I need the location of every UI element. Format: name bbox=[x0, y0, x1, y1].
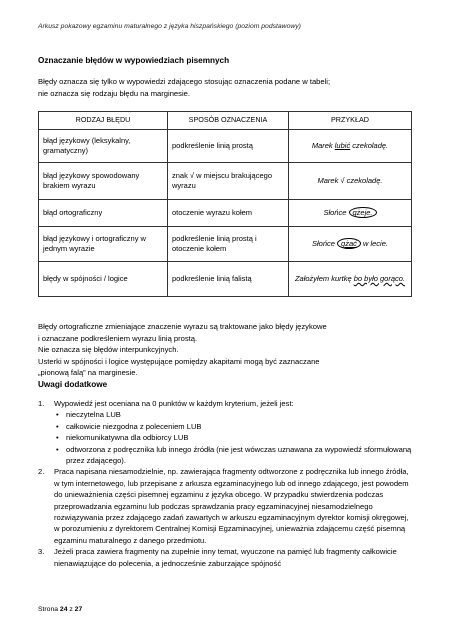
list-item-text: Praca napisana niesamodzielnie, np. zawierająca fragmenty odtworzone z podręcznika lub innego źródła, w tym internetowego, lub przepisane z arkusza egzaminacyjnego lub od innego zdającego, jest powodem do unieważnienia części pisemnej egzaminu z języka obcego. W przypadku stwierdzenia podczas przeprowadzania egzaminu lub podczas sprawdzania pracy egzaminacyjnej niesamodzielnego rozwiązywania przez zdającego zadań zawartych w arkuszu egzaminacyjnym dyrektor komisji okręgowej, w porozumieniu z dyrektorem Centralnej Komisji Egzaminacyjnej, unieważnia zdającemu część pisemną egzaminu maturalnego z danego przedmiotu. bbox=[54, 467, 409, 545]
footer-mid: z bbox=[67, 606, 75, 613]
error-type-cell: błąd językowy (leksykalny, gramatyczny) bbox=[39, 130, 168, 163]
marking-method-cell: podkreślenie linią prostą bbox=[168, 130, 289, 163]
list-item-text: Jeżeli praca zawiera fragmenty na zupełnie inny temat, wyuczone na pamięć lub fragmenty całkowicie nienawiązujące do polecenia, a jednocześnie zaburzające spójność bbox=[54, 547, 397, 568]
bullet-item: • całkowicie niezgodna z poleceniem LUB bbox=[54, 421, 416, 432]
error-type-cell: błąd językowy i ortograficzny w jednym wyrazie bbox=[39, 227, 168, 262]
list-item bbox=[38, 466, 416, 546]
table-row bbox=[39, 262, 412, 297]
header-example: PRZYKŁAD bbox=[289, 112, 412, 130]
note-line: „pionową falą” na marginesie. bbox=[38, 368, 138, 377]
footer-prefix: Strona bbox=[38, 606, 60, 613]
table-row bbox=[39, 163, 412, 200]
list-item bbox=[38, 546, 416, 569]
example-text: Słońce bbox=[312, 238, 338, 248]
example-cell bbox=[289, 262, 412, 297]
note-line: i oznaczane podkreśleniem wyrazu linią prostą. bbox=[38, 333, 198, 343]
table-row bbox=[39, 227, 412, 262]
example-text: Marek bbox=[311, 140, 335, 150]
example-cell bbox=[289, 227, 412, 262]
bullet-item: • niekomunikatywna dla odbiorcy LUB bbox=[54, 432, 416, 443]
circled-underlined-word: gżać bbox=[337, 238, 361, 249]
table-header-row bbox=[39, 112, 412, 130]
note-line: Usterki w spójności i logice występujące pomiędzy akapitami mogą być zaznaczane bbox=[38, 356, 320, 366]
notes-paragraph bbox=[38, 321, 418, 379]
list-number: 2. bbox=[38, 467, 45, 477]
error-type-cell: błąd językowy spowodowany brakiem wyrazu bbox=[39, 163, 168, 200]
marking-method-cell: znak √ w miejscu brakującego wyrazu bbox=[168, 163, 289, 200]
marking-method-cell: podkreślenie linią falistą bbox=[168, 262, 289, 297]
note-line: Nie oznacza się błędów interpunkcyjnych. bbox=[38, 345, 179, 354]
example-text: Słońce bbox=[323, 207, 349, 217]
note-line: Błędy ortograficzne zmieniające znaczenie wyrazu są traktowane jako błędy językowe bbox=[38, 322, 327, 331]
error-type-cell: błędy w spójności / logice bbox=[39, 262, 168, 297]
additional-notes-list bbox=[38, 398, 416, 569]
list-number: 3. bbox=[38, 547, 45, 557]
intro-line: nie oznacza się rodzaju błędu na marginesie. bbox=[38, 88, 190, 98]
header-marking-method: SPOSÓB OZNACZENIA bbox=[168, 112, 289, 130]
example-text: czekoladę. bbox=[350, 140, 389, 150]
example-cell bbox=[289, 130, 412, 163]
page-number: 24 bbox=[59, 606, 68, 613]
error-marking-table bbox=[38, 111, 412, 297]
additional-notes-title: Uwagi dodatkowe bbox=[38, 380, 108, 389]
example-text: w lecie. bbox=[360, 238, 388, 248]
intro-paragraph bbox=[38, 76, 418, 99]
page-total: 27 bbox=[74, 606, 83, 613]
circled-word: gżeje. bbox=[349, 207, 377, 218]
page-header: Arkusz pokazowy egzaminu maturalnego z języka hiszpańskiego (poziom podstawowy) bbox=[38, 23, 301, 30]
example-text: Założyłem kurtkę bbox=[294, 273, 354, 283]
error-type-cell: błąd ortograficzny bbox=[39, 200, 168, 227]
bullet-item: • nieczytelna LUB bbox=[54, 409, 416, 420]
example-cell bbox=[289, 200, 412, 227]
intro-line: Błędy oznacza się tylko w wypowiedzi zdającego stosując oznaczenia podane w tabeli; bbox=[38, 77, 331, 86]
marking-method-cell: podkreślenie linią prostą i otoczenie kołem bbox=[168, 227, 289, 262]
wavy-underlined-text: bo było gorąco. bbox=[353, 273, 406, 283]
marking-method-cell: otoczenie wyrazu kołem bbox=[168, 200, 289, 227]
table-row bbox=[39, 130, 412, 163]
underlined-word: lubić bbox=[334, 140, 351, 150]
list-item bbox=[38, 398, 416, 466]
bullet-item: • odtworzona z podręcznika lub innego źródła (nie jest wówczas uznawana za wypowiedź sformułowaną przez zdającego). bbox=[54, 444, 416, 467]
list-number: 1. bbox=[38, 399, 45, 408]
example-text: Marek √ czekoladę. bbox=[317, 175, 383, 185]
list-item-text: Wypowiedź jest oceniana na 0 punktów w każdym kryterium, jeżeli jest: bbox=[54, 399, 294, 408]
header-error-type: RODZAJ BŁĘDU bbox=[39, 112, 168, 130]
example-cell bbox=[289, 163, 412, 200]
page-footer bbox=[38, 606, 82, 613]
table-row bbox=[39, 200, 412, 227]
section-title: Oznaczanie błędów w wypowiedziach pisemnych bbox=[38, 56, 230, 65]
